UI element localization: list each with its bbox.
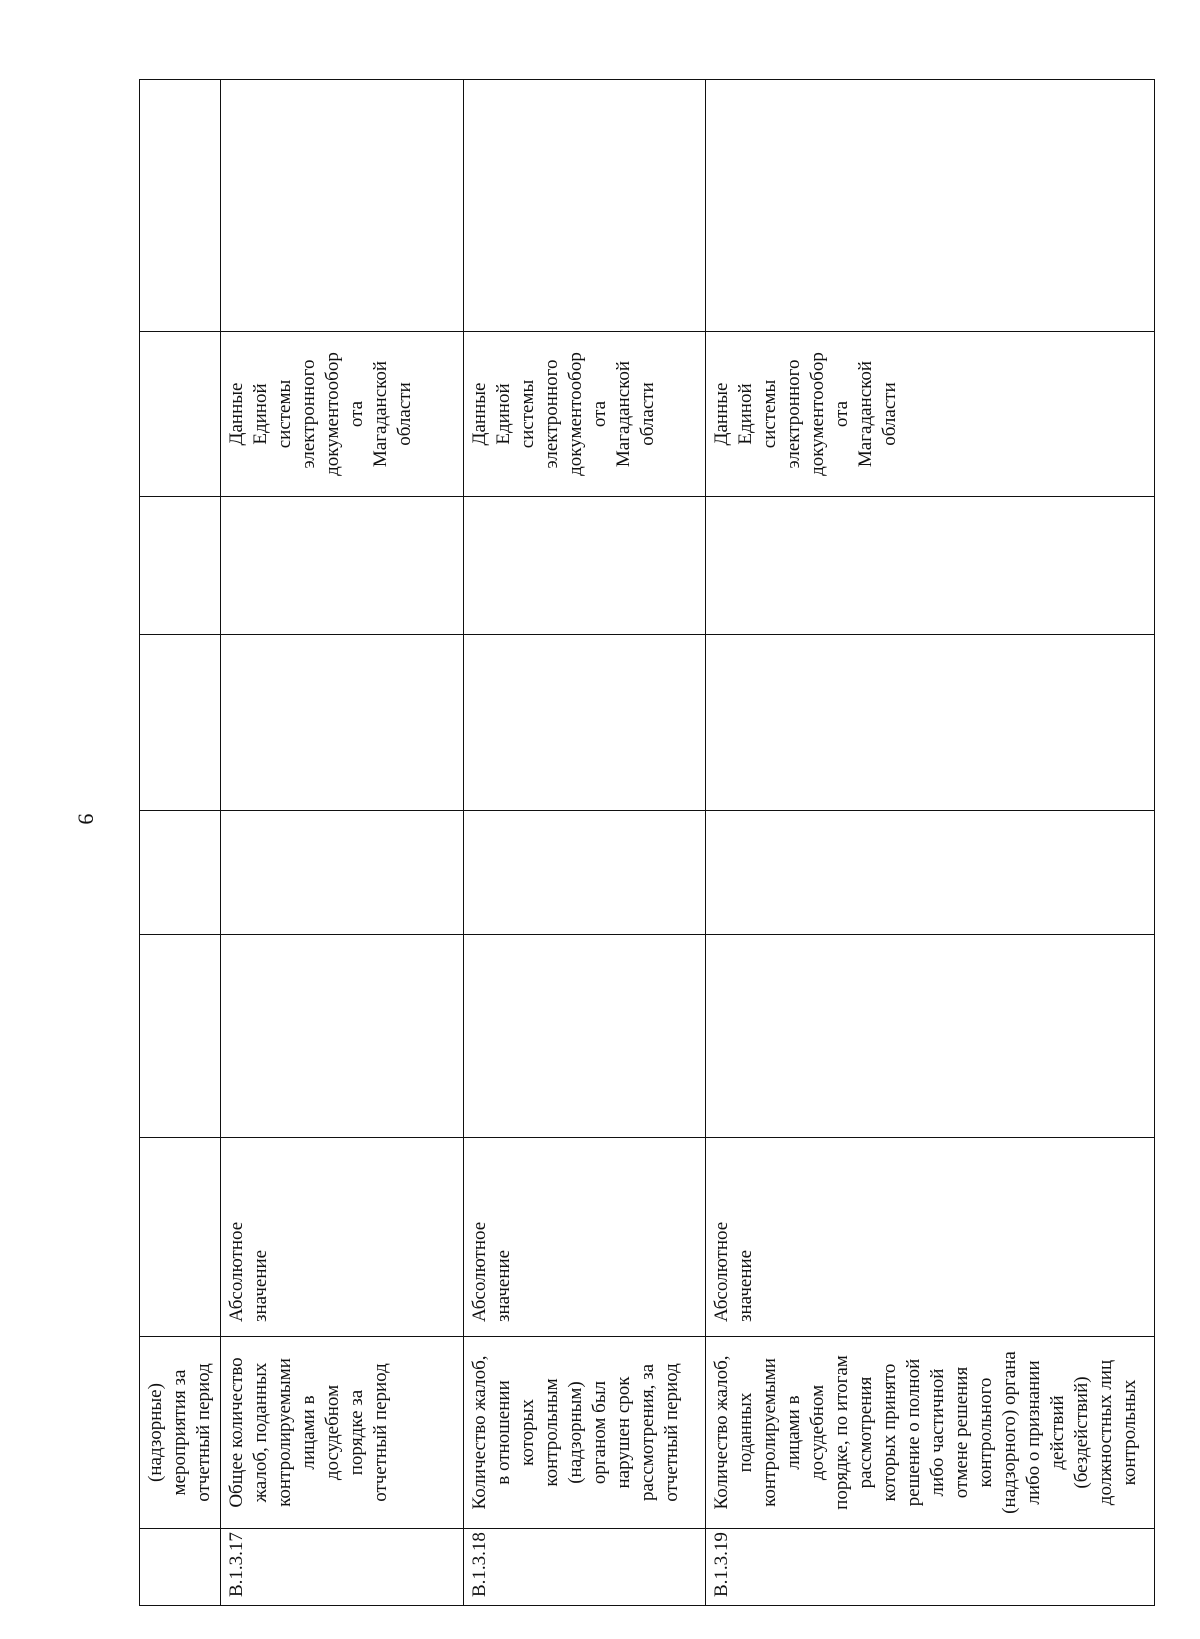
cell-empty xyxy=(706,811,1155,935)
cell-unit: Абсолютное значение xyxy=(221,1138,464,1337)
cell-empty xyxy=(706,935,1155,1138)
cell-code xyxy=(140,1529,221,1606)
cell-empty xyxy=(464,497,706,635)
cell-code: В.1.3.18 xyxy=(464,1529,706,1606)
cell-empty xyxy=(221,811,464,935)
cell-source: Данные Единой системы электронного документообор ота Магаданской области xyxy=(464,332,706,497)
table-row xyxy=(464,80,706,1606)
cell-empty xyxy=(140,497,221,635)
cell-empty xyxy=(221,497,464,635)
cell-indicator-name: (надзорные) мероприятия за отчетный период xyxy=(140,1337,221,1529)
cell-empty xyxy=(706,635,1155,811)
cell-unit: Абсолютное значение xyxy=(464,1138,706,1337)
cell-empty xyxy=(464,935,706,1138)
cell-source xyxy=(140,332,221,497)
cell-code: В.1.3.19 xyxy=(706,1529,1155,1606)
indicators-table xyxy=(139,79,1155,1606)
cell-empty xyxy=(140,935,221,1138)
cell-empty xyxy=(140,635,221,811)
cell-indicator-name: Общее количество жалоб, поданных контролируемыми лицами в досудебном порядке за отчетный период xyxy=(221,1337,464,1529)
rotated-page-content xyxy=(139,80,1155,1606)
cell-source: Данные Единой системы электронного документообор ота Магаданской области xyxy=(221,332,464,497)
cell-code: В.1.3.17 xyxy=(221,1529,464,1606)
cell-empty xyxy=(221,935,464,1138)
table-row xyxy=(706,80,1155,1606)
cell-empty xyxy=(464,80,706,332)
cell-indicator-name: Количество жалоб, в отношении которых контрольным (надзорным) органом был нарушен срок рассмотрения, за отчетный период xyxy=(464,1337,706,1529)
cell-unit xyxy=(140,1138,221,1337)
cell-source: Данные Единой системы электронного документообор ота Магаданской области xyxy=(706,332,1155,497)
cell-empty xyxy=(706,80,1155,332)
cell-empty xyxy=(464,635,706,811)
cell-empty xyxy=(140,80,221,332)
page-number: 9 xyxy=(73,813,99,825)
cell-empty xyxy=(140,811,221,935)
cell-empty xyxy=(221,80,464,332)
cell-empty xyxy=(464,811,706,935)
cell-indicator-name: Количество жалоб, поданных контролируемыми лицами в досудебном порядке, по итогам рассмотрения которых принято решение о полной либо частичной отмене решения контрольного (надзорного) органа либо о признании действий (бездействий) должностных лиц контрольных xyxy=(706,1337,1155,1529)
cell-empty xyxy=(706,497,1155,635)
table-row-continued xyxy=(140,80,221,1606)
cell-unit: Абсолютное значение xyxy=(706,1138,1155,1337)
cell-empty xyxy=(221,635,464,811)
table-row xyxy=(221,80,464,1606)
